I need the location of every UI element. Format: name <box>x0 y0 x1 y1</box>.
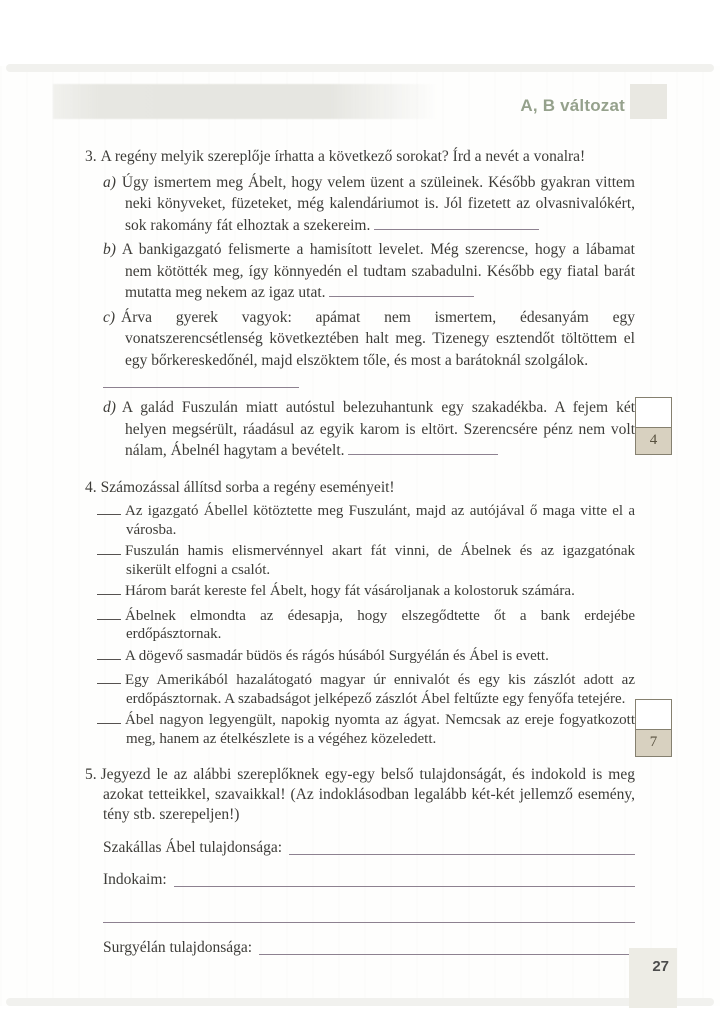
answer-line-c <box>103 374 299 388</box>
answer-line <box>289 853 635 855</box>
item-c-marker: c) <box>103 308 116 326</box>
sequence-number-blank <box>97 607 121 620</box>
question-3-score-box <box>635 397 672 455</box>
question-4-prompt <box>85 477 635 499</box>
question-3-item-d-wrap <box>85 397 658 462</box>
item-d-marker: d) <box>103 399 116 416</box>
item-a-text: Úgy ismertem meg Ábelt, hogy velem üzent a szüleinek. Később gyakran vittem neki könyveket, füzeteket, még kalendáriumot is. Jól fizetett az olvasnivalókért, sok rakomány fát elhoztak a szekereim. <box>121 173 635 234</box>
sequence-item <box>97 711 635 748</box>
field-surgyelan-trait <box>103 934 635 958</box>
item-d-text: A galád Fuszulán miatt autóstul belezuhantunk egy szakadékba. A fejem két helyen megsérült, ráadásul az egyik karom is eltört. Szerencsére pénz nem volt nálam, Ábelnél hagytam a bevételt. <box>121 399 635 459</box>
sequence-number-blank <box>97 671 121 684</box>
sequence-item-text: Egy Amerikából hazalátogató magyar úr ennivalót és egy kis zászlót adott az erdőpásztornak. A szabadságot jelképező zászlót Ábel feltűzte egy fenyőfa tetejére. <box>125 672 635 707</box>
question-3 <box>85 146 658 462</box>
page-number-box <box>629 948 677 1008</box>
question-5-prompt <box>85 765 635 825</box>
sequence-number-blank <box>97 711 121 724</box>
page-top-edge <box>6 64 714 72</box>
question-5 <box>85 765 635 958</box>
sequence-item <box>97 582 635 601</box>
question-3-item-c <box>103 307 635 372</box>
sequence-number-blank <box>97 542 121 555</box>
sequence-item-text: A dögevő sasmadár büdös és rágós húsából Surgyélán és Ábel is evett. <box>125 647 549 664</box>
question-3-number: 3. <box>85 148 97 165</box>
field-reasons <box>103 866 635 890</box>
question-3-item-b <box>103 239 635 304</box>
item-c-text: Árva gyerek vagyok: apámat nem ismertem, édesanyám egy vonatszerencsétlenség következtében halt meg. Tizenegy esztendőt töltöttem el egy bőrkereskedőnél, majd elszöktem tőle, és most a barátoknál szolgálok. <box>121 308 635 369</box>
sequence-item <box>97 607 635 644</box>
item-b-marker: b) <box>103 241 116 258</box>
answer-line <box>103 921 635 923</box>
sequence-item <box>97 671 635 708</box>
sequence-number-blank <box>97 502 121 515</box>
field-label: Indokaim: <box>103 870 167 888</box>
sequence-item <box>97 502 635 539</box>
score-entry-cell <box>636 398 671 427</box>
field-label: Surgyélán tulajdonsága: <box>103 938 253 956</box>
header-corner-box <box>630 84 667 119</box>
sequence-item-text: Az igazgató Ábellel kötöztette meg Fuszulánt, majd az autójával ő maga vitte el a városba. <box>125 503 635 538</box>
question-4-prompt-text: Számozással állítsd sorba a regény eseményeit! <box>100 478 395 496</box>
answer-line-d <box>348 441 498 455</box>
question-4-last-item-wrap <box>85 711 658 751</box>
page-bottom-edge <box>6 998 714 1006</box>
score-max-cell: 7 <box>636 729 671 756</box>
answer-line-a <box>374 215 539 229</box>
item-a-marker: a) <box>103 173 116 191</box>
field-abel-trait <box>103 834 635 858</box>
answer-line <box>259 953 635 955</box>
question-4-score-box <box>635 699 672 757</box>
field-label: Szakállas Ábel tulajdonsága: <box>103 838 283 856</box>
score-entry-cell <box>636 700 671 729</box>
question-4 <box>85 477 658 751</box>
variant-label: A, B változat <box>520 96 625 115</box>
question-4-number: 4. <box>85 478 97 496</box>
question-3-prompt <box>85 146 635 168</box>
question-3-prompt-text: A regény melyik szereplője írhatta a következő sorokat? Írd a nevét a vonalra! <box>100 148 586 165</box>
sequence-item <box>97 542 635 579</box>
field-reasons-continued <box>103 902 635 926</box>
question-3-item-d <box>103 397 635 462</box>
header-faded-bar <box>53 84 438 119</box>
sequence-item-text: Ábelnek elmondta az édesapja, hogy elszegődtette őt a bank erdejébe erdőpásztornak. <box>125 607 635 642</box>
worksheet-content <box>85 146 658 966</box>
sequence-item-text: Fuszulán hamis elismervénnyel akart fát vinni, de Ábelnek és az igazgatónak sikerült elfogni a csalót. <box>125 543 635 578</box>
sequence-number-blank <box>97 582 121 595</box>
sequence-item-text: Ábel nagyon legyengült, napokig nyomta az ágyat. Nemcsak az ereje fogyatkozott meg, hanem az ételkészlete is a végéhez közeledett. <box>125 712 635 747</box>
item-b-text: A bankigazgató felismerte a hamisított levelet. Még szerencse, hogy a lábamat nem kötötték meg, így könnyedén el tudtam szabadulni. Később egy fiatal barát mutatta meg nekem az igaz utat. <box>121 241 635 301</box>
sequence-item-text: Három barát kereste fel Ábelt, hogy fát vásároljanak a kolostoruk számára. <box>125 583 575 599</box>
sequence-item <box>97 647 635 666</box>
question-5-number: 5. <box>85 766 97 783</box>
page-number: 27 <box>652 958 669 975</box>
sequence-number-blank <box>97 647 121 660</box>
question-5-prompt-text: Jegyezd le az alábbi szereplőknek egy-egy belső tulajdonságát, és indokold is meg azokat tetteikkel, szavaikkal! (Az indoklásodban legalább két-két jellemző esemény, tény stb. szerepeljen!) <box>100 766 635 823</box>
answer-line <box>174 885 635 887</box>
score-max-cell: 4 <box>636 427 671 454</box>
answer-line-b <box>329 283 474 297</box>
question-3-item-a <box>103 172 635 237</box>
